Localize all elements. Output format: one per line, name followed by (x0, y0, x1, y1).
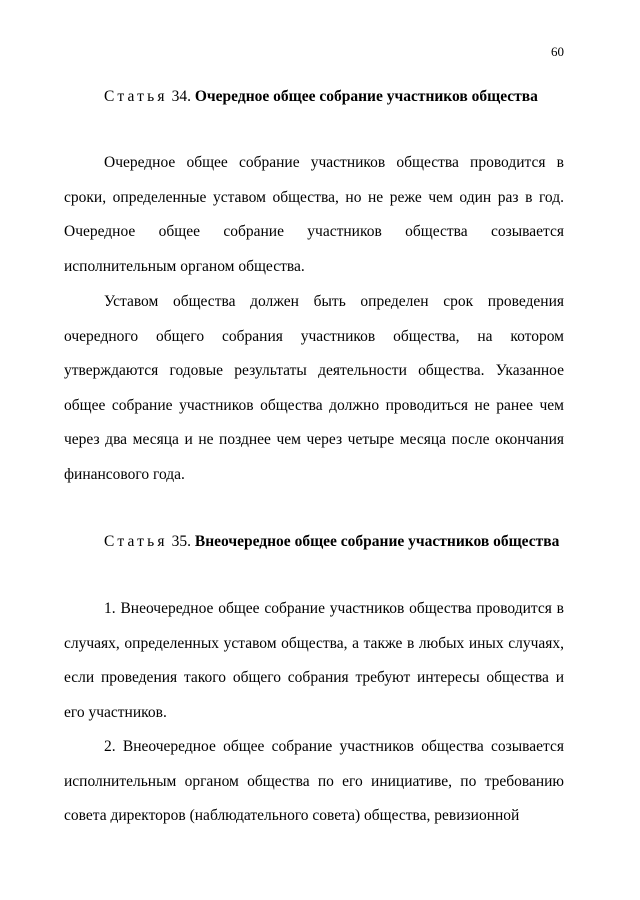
article-35-paragraph-2: 2. Внеочередное общее собрание участников общества созывается исполнительным органом общества по его инициативе, по требованию совета директоров (наблюдательного совета) общества, ревизионной (64, 738, 564, 825)
article-35-title: Внеочередное общее собрание участников общества (194, 533, 560, 550)
article-34-number: 34. (171, 88, 191, 105)
article-35-heading (104, 532, 584, 552)
article-34-title: Очередное общее собрание участников общества (194, 88, 538, 105)
article-34-paragraph-2: Уставом общества должен быть определен срок проведения очередного общего собрания участников общества, на котором утверждаются годовые результаты деятельности общества. Указанное общее собрание участников общества должно проводиться не ранее чем через два месяца и не позднее чем через четыре месяца после окончания финансового года. (64, 293, 564, 483)
article-34-paragraph-1: Очередное общее собрание участников общества проводится в сроки, определенные уставом общества, но не реже чем один раз в год. Очередное общее собрание участников общества созывается исполнительным органом общества. (64, 154, 564, 275)
article-34-heading (104, 87, 584, 107)
article-34-label: Статья (104, 88, 168, 105)
article-35-label: Статья (104, 533, 168, 550)
article-35-number: 35. (171, 533, 191, 550)
article-35-paragraph-1: 1. Внеочередное общее собрание участников общества проводится в случаях, определенных уставом общества, а также в любых иных случаях, если проведения такого общего собрания требуют интересы общества и его участников. (64, 600, 564, 721)
page-number: 60 (551, 44, 564, 59)
